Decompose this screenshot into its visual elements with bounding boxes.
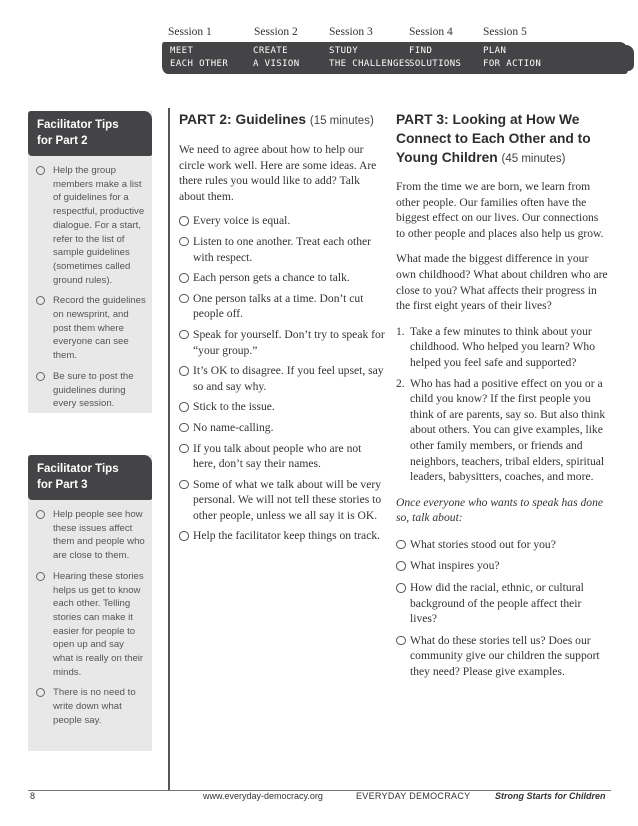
- circle-bullet-icon: [396, 561, 406, 571]
- part2-title: PART 2: Guidelines: [179, 112, 307, 127]
- list-item: [36, 370, 146, 411]
- footer-guide-title: Strong Starts for Children: [495, 791, 606, 801]
- part2-section: [179, 110, 387, 544]
- circle-bullet-icon: [179, 330, 189, 340]
- tips-part3-title-line1: Facilitator Tips: [37, 463, 119, 475]
- circle-bullet-icon: [36, 296, 45, 305]
- session-navigation: [162, 22, 628, 77]
- part3-title: PART 3: Looking at How We Connect to Each Other and to Young Children: [396, 112, 591, 165]
- guidelines-list: [179, 213, 387, 544]
- page-number: 8: [30, 791, 36, 801]
- guideline-text: No name-calling.: [193, 420, 274, 434]
- tips-part2-title-line1: Facilitator Tips: [37, 119, 119, 131]
- list-item: [179, 327, 387, 358]
- session-2-label: Session 2: [254, 26, 298, 38]
- list-item: [179, 363, 387, 394]
- circle-bullet-icon: [396, 540, 406, 550]
- guideline-text: Each person gets a chance to talk.: [193, 271, 350, 285]
- tip-text: Help the group members make a list of guidelines for a respectful, productive dialogue. For a start, refer to the list of sample guidelines (sometimes called ground rules).: [53, 165, 145, 286]
- tip-text: There is no need to write down what people say.: [53, 687, 136, 726]
- guideline-text: It’s OK to disagree. If you feel upset, say so and say why.: [193, 364, 384, 393]
- guideline-text: Help the facilitator keep things on track.: [193, 529, 381, 543]
- circle-bullet-icon: [179, 531, 189, 541]
- circle-bullet-icon: [179, 294, 189, 304]
- part2-heading: [179, 110, 387, 131]
- circle-bullet-icon: [396, 583, 406, 593]
- circle-bullet-icon: [179, 423, 189, 433]
- step-number: 1.: [396, 324, 405, 338]
- guideline-text: One person talks at a time. Don’t cut people off.: [193, 291, 364, 321]
- reflection-steps: [396, 324, 610, 485]
- tips-part3-title-line2: for Part 3: [37, 479, 88, 491]
- circle-bullet-icon: [396, 636, 406, 646]
- session-1-name-line2: EACH OTHER: [170, 58, 229, 69]
- tip-text: Record the guidelines on newsprint, and post them where everyone can see them.: [53, 295, 146, 362]
- part3-intro-1: From the time we are born, we learn from other people. Our families often have the biggest effect on our lives. Our connections to other people and places also help us grow.: [396, 180, 604, 240]
- footer-url[interactable]: www.everyday-democracy.org: [203, 791, 323, 801]
- session-3-name-line2: THE CHALLENGES: [329, 58, 411, 69]
- list-item: [36, 686, 146, 727]
- list-item: [396, 537, 610, 553]
- facilitator-tips-part3: [28, 455, 152, 751]
- tips-part3-heading: [28, 455, 152, 500]
- guideline-text: If you talk about people who are not here, don’t say their names.: [193, 441, 362, 471]
- question-text: What stories stood out for you?: [410, 537, 556, 551]
- session-2-name-line2: A VISION: [253, 58, 300, 69]
- session-bar: [162, 42, 628, 74]
- step-text: Who has had a positive effect on you or a child you know? If the first people you think of are parents, say so. But also think about others. You can give examples, like other family members, or friends and neighbors, teachers, tribal elders, spiritual leaders, babysitters, coaches, and more.: [410, 376, 606, 484]
- session-3-name: [329, 45, 410, 70]
- list-item: [179, 213, 387, 229]
- list-item: [179, 477, 387, 524]
- list-item: [179, 234, 387, 265]
- circle-bullet-icon: [179, 480, 189, 490]
- session-1-label: Session 1: [168, 26, 212, 38]
- tip-text: Be sure to post the guidelines during every session.: [53, 370, 134, 410]
- circle-bullet-icon: [179, 366, 189, 376]
- list-item: [396, 633, 610, 680]
- tips-part2-heading: [28, 111, 152, 156]
- list-item: [179, 528, 387, 544]
- list-item: [36, 164, 146, 287]
- guideline-text: Stick to the issue.: [193, 400, 275, 414]
- facilitator-tips-part2: [28, 111, 152, 413]
- list-item: [396, 558, 610, 574]
- part2-time: (15 minutes): [309, 115, 374, 127]
- list-item: [179, 420, 387, 436]
- footer-org-name: EVERYDAY DEMOCRACY: [356, 791, 471, 801]
- circle-bullet-icon: [36, 688, 45, 697]
- tips-part2-title-line2: for Part 2: [37, 135, 88, 147]
- session-5-name-line1: PLAN: [483, 46, 507, 56]
- guideline-text: Speak for yourself. Don’t try to speak for “your group.”: [193, 327, 385, 357]
- session-2-name: [253, 45, 300, 70]
- circle-bullet-icon: [179, 273, 189, 283]
- tip-text: Help people see how these issues affect them and people who are close to them.: [53, 509, 145, 562]
- question-text: What inspires you?: [410, 559, 500, 573]
- list-item: [179, 441, 387, 472]
- session-4-name: [409, 45, 461, 70]
- session-3-label: Session 3: [329, 26, 373, 38]
- part3-time: (45 minutes): [501, 153, 566, 165]
- session-5-label: Session 5: [483, 26, 527, 38]
- list-item: [36, 570, 146, 680]
- session-5-name-line2: FOR ACTION: [483, 58, 542, 69]
- session-4-name-line1: FIND: [409, 46, 433, 56]
- list-item: [36, 508, 146, 563]
- session-4-label: Session 4: [409, 26, 453, 38]
- list-item: [179, 291, 387, 322]
- list-item: [396, 580, 610, 627]
- circle-bullet-icon: [36, 166, 45, 175]
- step-text: Take a few minutes to think about your childhood. Who helped you learn? Who helped you feel safe and supported?: [410, 324, 596, 369]
- session-4-name-line2: SOLUTIONS: [409, 58, 462, 69]
- list-item: [179, 270, 387, 286]
- column-divider: [168, 108, 170, 791]
- session-labels: [162, 26, 628, 42]
- part2-intro: We need to agree about how to help our circle work well. Here are some ideas. Are there rules you would like to add? Talk about them.: [179, 143, 377, 203]
- tips-part3-list: [28, 500, 152, 741]
- session-5-name: [483, 45, 541, 70]
- circle-bullet-icon: [36, 510, 45, 519]
- tip-text: Hearing these stories helps us get to know each other. Telling stories can make it easier for people to open up and say what is really on their minds.: [53, 570, 144, 678]
- session-1-name-line1: MEET: [170, 46, 194, 56]
- part3-heading: [396, 110, 610, 169]
- part3-intro-2: What made the biggest difference in your own childhood? What about children who are close to you? What affects their progress in the first eight years of their lives?: [396, 252, 608, 313]
- session-1-name: [170, 45, 228, 70]
- circle-bullet-icon: [36, 572, 45, 581]
- circle-bullet-icon: [179, 216, 189, 226]
- guideline-text: Some of what we talk about will be very personal. We will not tell these stories to other people, unless we all say it is OK.: [193, 477, 382, 522]
- part3-section: [396, 110, 610, 680]
- discussion-questions: [396, 537, 610, 680]
- guideline-text: Listen to one another. Treat each other with respect.: [193, 234, 372, 264]
- list-item: [179, 399, 387, 415]
- circle-bullet-icon: [36, 372, 45, 381]
- list-item: [396, 376, 610, 485]
- discussion-prompt: Once everyone who wants to speak has done so, talk about:: [396, 495, 604, 525]
- tips-part2-list: [28, 156, 152, 424]
- circle-bullet-icon: [179, 444, 189, 454]
- step-number: 2.: [396, 376, 405, 390]
- question-text: How did the racial, ethnic, or cultural background of the people affect their lives?: [410, 581, 584, 626]
- list-item: [396, 324, 610, 371]
- session-3-name-line1: STUDY: [329, 46, 359, 56]
- guideline-text: Every voice is equal.: [193, 214, 291, 228]
- circle-bullet-icon: [179, 402, 189, 412]
- list-item: [36, 294, 146, 363]
- question-text: What do these stories tell us? Does our community give our children the support they need? Please give examples.: [410, 633, 600, 679]
- circle-bullet-icon: [179, 237, 189, 247]
- session-2-name-line1: CREATE: [253, 46, 288, 56]
